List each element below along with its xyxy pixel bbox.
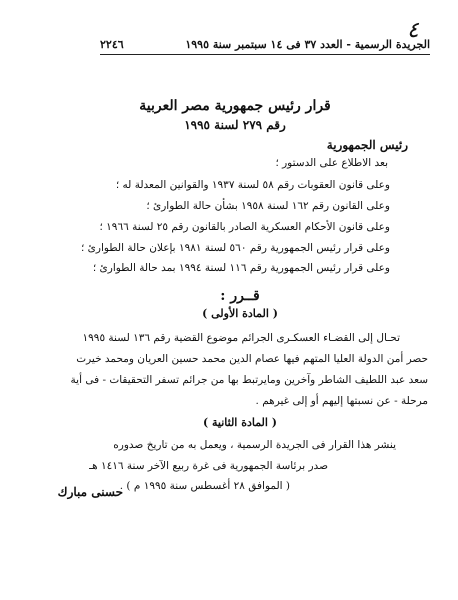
recital-item: وعلى قانون العقوبات رقم ٥٨ لسنة ١٩٣٧ والقوانين المعدلة له ؛ xyxy=(115,179,390,191)
recital-item: وعلى القانون رقم ١٦٢ لسنة ١٩٥٨ بشأن حالة الطوارئ ؛ xyxy=(146,200,390,212)
signatory-name: حسنى مبارك xyxy=(57,485,123,499)
recital-item: وعلى قرار رئيس الجمهورية رقم ١١٦ لسنة ١٩٩٤ بمد حالة الطوارئ ؛ xyxy=(92,262,390,274)
decree-number: رقم ٢٧٩ لسنة ١٩٩٥ xyxy=(184,118,286,132)
article-2-line: ( الموافق ٢٨ أغسطس سنة ١٩٩٥ م ) . xyxy=(119,480,290,492)
article-1-line: مرحلة - عن نسبتها إليهم أو إلى غيرهم . xyxy=(255,395,428,407)
decree-issuer: رئيس الجمهورية xyxy=(326,138,408,152)
article-2-line: صدر برئاسة الجمهورية فى غرة ربيع الآخر سنة ١٤١٦ هـ xyxy=(89,460,328,472)
page-number: ٢٢٤٦ xyxy=(100,38,124,51)
article-1-line: حصر أمن الدولة العليا المتهم فيها عصام الدين محمد حسين العريان ومحمد خيرت xyxy=(76,353,428,365)
article-1-line: تحـال إلى القضـاء العسكـرى الجرائم موضوع القضية رقم ١٣٦ لسنة ١٩٩٥ xyxy=(82,332,400,344)
decided-heading: قــرر : xyxy=(220,288,260,304)
page-header xyxy=(100,38,430,51)
handwritten-page-mark: ٤ xyxy=(407,18,419,43)
gazette-issue-line: الجريدة الرسمية - العدد ٣٧ فى ١٤ سبتمبر سنة ١٩٩٥ xyxy=(185,38,430,51)
recital-item: وعلى قرار رئيس الجمهورية رقم ٥٦٠ لسنة ١٩٨١ بإعلان حالة الطوارئ ؛ xyxy=(81,242,390,254)
article-1-line: سعد عبد اللطيف الشاطر وآخرين ومايرتبط بها من جرائم تسفر التحقيقات - فى أية xyxy=(70,374,428,386)
recital-item: وعلى قانون الأحكام العسكرية الصادر بالقانون رقم ٢٥ لسنة ١٩٦٦ ؛ xyxy=(99,221,390,233)
article-2-line: ينشر هذا القرار فى الجريدة الرسمية ، ويعمل به من تاريخ صدوره xyxy=(113,439,396,451)
decree-title: قرار رئيس جمهورية مصر العربية xyxy=(139,98,331,114)
header-rule xyxy=(100,54,430,55)
recital-item: بعد الاطلاع على الدستور ؛ xyxy=(275,157,388,169)
article-1-heading: ( المادة الأولى ) xyxy=(202,307,278,320)
article-2-heading: ( المادة الثانية ) xyxy=(202,416,278,429)
